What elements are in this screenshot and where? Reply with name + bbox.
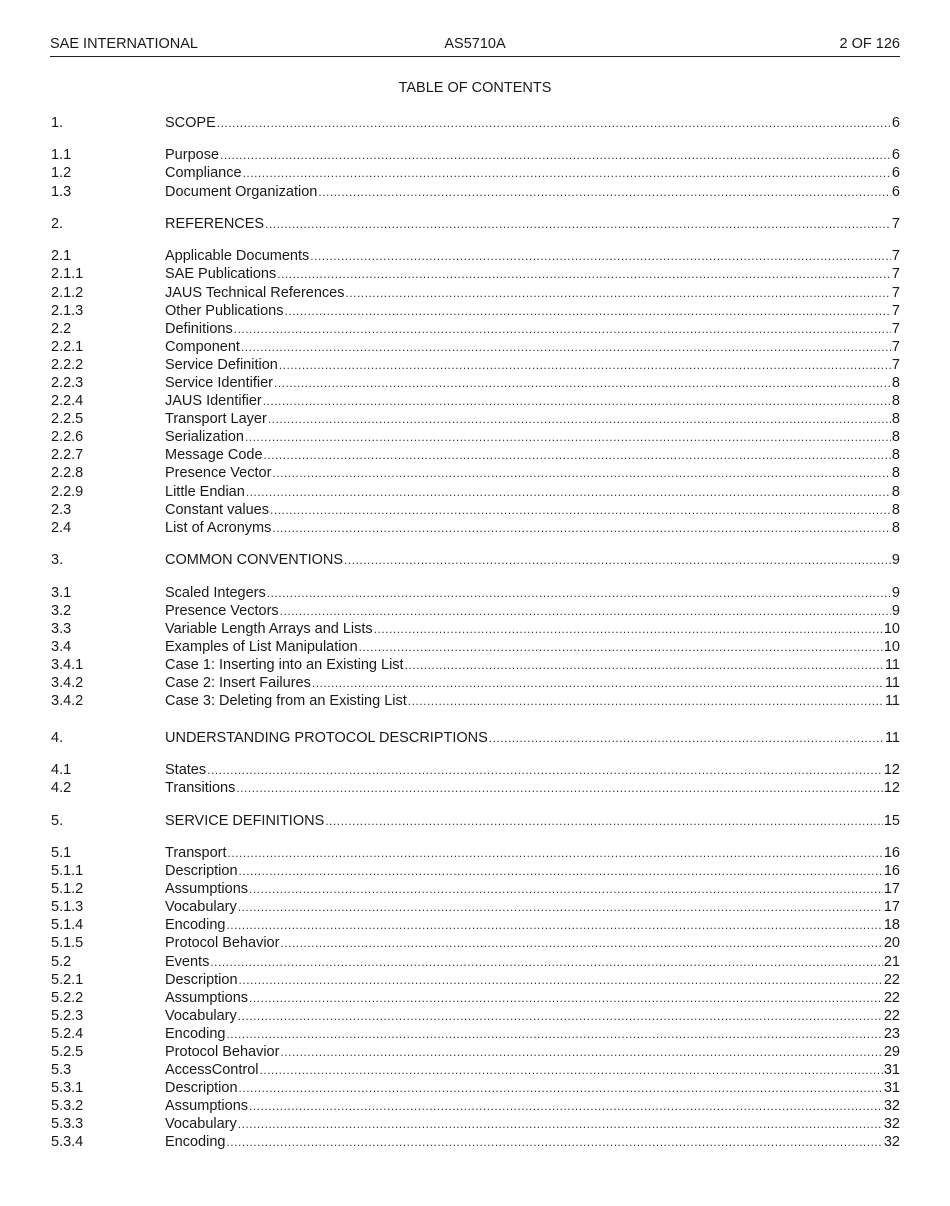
toc-entry[interactable]: [51, 898, 900, 916]
toc-entry-number: 4.2: [51, 780, 72, 797]
toc-dot-leader: [265, 215, 891, 233]
toc-dot-leader: [270, 501, 891, 519]
toc-entry[interactable]: [51, 638, 900, 656]
toc-entry-title[interactable]: Vocabulary: [165, 1116, 237, 1133]
toc-dot-leader: [239, 1079, 883, 1097]
toc-entry-page[interactable]: 10: [883, 638, 900, 655]
toc-entry-title[interactable]: Service Identifier: [165, 375, 273, 392]
toc-entry[interactable]: [51, 674, 900, 692]
toc-entry-number: 5.1: [51, 844, 72, 861]
toc-entry-title[interactable]: Assumptions: [165, 1098, 249, 1115]
toc-entry-title[interactable]: UNDERSTANDING PROTOCOL DESCRIPTIONS: [165, 729, 488, 746]
toc-entry-page[interactable]: 17: [883, 881, 900, 898]
toc-entry-number: 2.1.1: [51, 266, 84, 283]
toc-entry[interactable]: [51, 302, 900, 320]
toc-entry[interactable]: [51, 812, 900, 830]
toc-entry-page[interactable]: 16: [883, 844, 900, 861]
toc-entry[interactable]: [51, 953, 900, 971]
toc-entry-page[interactable]: 22: [883, 989, 900, 1006]
toc-dot-leader: [280, 934, 882, 952]
toc-dot-leader: [325, 812, 883, 830]
toc-dot-leader: [280, 602, 891, 620]
toc-dot-leader: [226, 1025, 882, 1043]
toc-entry-title[interactable]: JAUS Technical References: [165, 284, 345, 301]
toc-entry-title[interactable]: JAUS Identifier: [165, 393, 262, 410]
toc-entry-number: 2.1.3: [51, 302, 84, 319]
toc-entry-page[interactable]: 8: [891, 447, 900, 464]
toc-entry[interactable]: [51, 464, 900, 482]
toc-entry-title[interactable]: Presence Vector: [165, 465, 272, 482]
toc-entry-title[interactable]: Encoding: [165, 1025, 226, 1042]
toc-entry-number: 5.1.1: [51, 863, 84, 880]
toc-dot-leader: [249, 989, 883, 1007]
toc-entry-title[interactable]: COMMON CONVENTIONS: [165, 552, 344, 569]
toc-entry-page[interactable]: 7: [891, 284, 900, 301]
toc-entry-number: 1.2: [51, 165, 72, 182]
toc-entry-number: 4.: [51, 729, 64, 746]
toc-entry-page[interactable]: 18: [883, 917, 900, 934]
toc-entry[interactable]: [51, 1097, 900, 1115]
toc-entry[interactable]: [51, 356, 900, 374]
toc-entry-page[interactable]: 6: [891, 165, 900, 182]
toc-entry-title[interactable]: Serialization: [165, 429, 244, 446]
toc-entry-title[interactable]: Document Organization: [165, 183, 318, 200]
toc-entry-page[interactable]: 22: [883, 971, 900, 988]
toc-entry-number: 5.2.2: [51, 989, 84, 1006]
toc-entry-page[interactable]: 15: [883, 812, 900, 829]
toc-entry-number: 3.4: [51, 638, 72, 655]
toc-entry[interactable]: [51, 265, 900, 283]
toc-entry[interactable]: [51, 584, 900, 602]
toc-dot-leader: [238, 898, 883, 916]
toc-entry-title[interactable]: Events: [165, 953, 210, 970]
toc-entry-title[interactable]: Little Endian: [165, 483, 245, 500]
toc-entry-title[interactable]: Encoding: [165, 1134, 226, 1151]
toc-entry-page[interactable]: 8: [891, 465, 900, 482]
toc-dot-leader: [277, 265, 891, 283]
toc-entry[interactable]: [51, 428, 900, 446]
toc-entry-number: 1.3: [51, 183, 72, 200]
toc-entry[interactable]: [51, 880, 900, 898]
toc-entry[interactable]: [51, 1133, 900, 1151]
toc-dot-leader: [359, 638, 883, 656]
toc-entry[interactable]: [51, 410, 900, 428]
toc-entry-page[interactable]: 29: [883, 1044, 900, 1060]
toc-dot-leader: [241, 338, 891, 356]
toc-entry-page[interactable]: 17: [883, 899, 900, 916]
toc-entry[interactable]: [51, 338, 900, 356]
toc-entry-title[interactable]: Compliance: [165, 165, 242, 182]
toc-entry-page[interactable]: 11: [884, 675, 900, 692]
toc-entry-title[interactable]: Case 2: Insert Failures: [165, 675, 311, 692]
toc-entry-title[interactable]: Variable Length Arrays and Lists: [165, 620, 373, 637]
toc-dot-leader: [264, 446, 891, 464]
toc-entry-number: 3.4.2: [51, 693, 84, 710]
toc-entry-page[interactable]: 8: [891, 375, 900, 392]
toc-entry[interactable]: [51, 1079, 900, 1097]
toc-entry-number: 2.1.2: [51, 284, 84, 301]
toc-dot-leader: [263, 392, 891, 410]
toc-entry[interactable]: [51, 551, 900, 569]
toc-dot-leader: [220, 146, 891, 164]
toc-entry[interactable]: [51, 483, 900, 501]
toc-entry-page[interactable]: 12: [883, 780, 900, 797]
toc-entry[interactable]: [51, 779, 900, 797]
toc-dot-leader: [243, 164, 891, 182]
toc-entry-title[interactable]: Description: [165, 971, 238, 988]
toc-entry[interactable]: [51, 392, 900, 410]
toc-entry-title[interactable]: Vocabulary: [165, 1007, 237, 1024]
toc-dot-leader: [207, 761, 883, 779]
toc-dot-leader: [267, 584, 891, 602]
toc-entry[interactable]: [51, 284, 900, 302]
toc-entry-number: 5.3.1: [51, 1080, 84, 1097]
toc-entry-title[interactable]: Assumptions: [165, 989, 249, 1006]
toc-entry-number: 3.4.2: [51, 675, 84, 692]
toc-entry-page[interactable]: 8: [891, 411, 900, 428]
toc-entry-page[interactable]: 7: [891, 302, 900, 319]
toc-dot-leader: [405, 656, 884, 674]
toc-dot-leader: [239, 971, 883, 989]
toc-dot-leader: [210, 953, 883, 971]
toc-entry-number: 2.2.1: [51, 338, 84, 355]
toc-entry-page[interactable]: 8: [891, 393, 900, 410]
toc-entry[interactable]: [51, 729, 900, 747]
toc-entry[interactable]: [51, 1025, 900, 1043]
toc-dot-leader: [279, 356, 891, 374]
toc-entry-number: 2.2.3: [51, 375, 84, 392]
toc-entry-page[interactable]: 21: [883, 953, 900, 970]
toc-entry-page[interactable]: 6: [891, 183, 900, 200]
toc-entry-number: 5.3.2: [51, 1098, 84, 1115]
toc-entry-number: 2.2.2: [51, 356, 84, 373]
toc-dot-leader: [236, 779, 882, 797]
toc-entry-number: 5.1.2: [51, 881, 84, 898]
toc-entry-page[interactable]: 8: [891, 501, 900, 518]
toc-entry-title[interactable]: Examples of List Manipulation: [165, 638, 358, 655]
toc-dot-leader: [239, 862, 883, 880]
toc-entry-number: 5.2.5: [51, 1044, 84, 1060]
toc-entry[interactable]: [51, 519, 900, 537]
toc-entry-page[interactable]: 9: [891, 584, 900, 601]
toc-entry-number: 2.2.5: [51, 411, 84, 428]
toc-entry-title[interactable]: Description: [165, 863, 238, 880]
toc-entry-title[interactable]: Definitions: [165, 320, 233, 337]
toc-dot-leader: [238, 1115, 883, 1133]
toc-entry[interactable]: [51, 971, 900, 989]
toc-dot-leader: [259, 1061, 882, 1079]
toc-entry[interactable]: [51, 501, 900, 519]
toc-entry[interactable]: [51, 446, 900, 464]
toc-dot-leader: [489, 729, 884, 747]
toc-entry-page[interactable]: 12: [883, 762, 900, 779]
toc-entry[interactable]: [51, 146, 900, 164]
toc-entry[interactable]: [51, 1115, 900, 1133]
toc-entry-title[interactable]: Case 1: Inserting into an Existing List: [165, 656, 404, 673]
toc-dot-leader: [274, 374, 891, 392]
toc-entry-number: 2.4: [51, 519, 72, 536]
toc-entry[interactable]: [51, 844, 900, 862]
toc-entry-number: 5.2.4: [51, 1025, 84, 1042]
toc-entry[interactable]: [51, 620, 900, 638]
toc-entry[interactable]: [51, 692, 900, 710]
toc-entry-number: 2.2.6: [51, 429, 84, 446]
toc-entry[interactable]: [51, 1007, 900, 1025]
toc-entry-page[interactable]: 22: [883, 1007, 900, 1024]
toc-entry[interactable]: [51, 247, 900, 265]
toc-entry-page[interactable]: 6: [891, 115, 900, 131]
toc-entry-page[interactable]: 8: [891, 429, 900, 446]
toc-list: [51, 114, 900, 1152]
toc-entry-page[interactable]: 23: [883, 1025, 900, 1042]
toc-entry-number: 2.2.8: [51, 465, 84, 482]
toc-entry-title[interactable]: Protocol Behavior: [165, 1044, 280, 1060]
toc-dot-leader: [318, 183, 891, 201]
toc-entry-number: 5.2.1: [51, 971, 84, 988]
toc-entry-page[interactable]: 6: [891, 147, 900, 164]
page-header: [50, 36, 900, 57]
toc-dot-leader: [238, 1007, 883, 1025]
toc-entry[interactable]: [51, 761, 900, 779]
toc-dot-leader: [312, 674, 884, 692]
toc-entry[interactable]: [51, 1043, 900, 1061]
toc-entry-page[interactable]: 10: [883, 620, 900, 637]
toc-entry-number: 5.2.3: [51, 1007, 84, 1024]
toc-entry[interactable]: [51, 164, 900, 182]
toc-entry-title[interactable]: Message Code: [165, 447, 263, 464]
toc-entry-title[interactable]: Vocabulary: [165, 899, 237, 916]
toc-entry-title[interactable]: REFERENCES: [165, 215, 265, 232]
toc-entry[interactable]: [51, 1061, 900, 1079]
toc-dot-leader: [217, 114, 891, 132]
toc-entry-page[interactable]: 32: [883, 1116, 900, 1133]
toc-entry-title[interactable]: Service Definition: [165, 356, 278, 373]
toc-entry-number: 3.3: [51, 620, 72, 637]
toc-entry-title[interactable]: SERVICE DEFINITIONS: [165, 812, 325, 829]
toc-entry-page[interactable]: 11: [884, 656, 900, 673]
toc-entry-title[interactable]: States: [165, 762, 207, 779]
toc-entry-page[interactable]: 7: [891, 248, 900, 265]
toc-entry-number: 3.4.1: [51, 656, 84, 673]
toc-entry-title[interactable]: Constant values: [165, 501, 269, 518]
toc-entry[interactable]: [51, 862, 900, 880]
toc-entry-title[interactable]: Encoding: [165, 917, 226, 934]
toc-entry[interactable]: [51, 320, 900, 338]
toc-dot-leader: [226, 916, 882, 934]
toc-entry-page[interactable]: 11: [884, 729, 900, 746]
toc-entry-page[interactable]: 16: [883, 863, 900, 880]
toc-entry-number: 2.: [51, 215, 64, 232]
toc-dot-leader: [272, 464, 891, 482]
toc-entry-number: 1.: [51, 115, 64, 131]
toc-entry-title[interactable]: Case 3: Deleting from an Existing List: [165, 693, 407, 710]
toc-dot-leader: [374, 620, 883, 638]
toc-entry[interactable]: [51, 183, 900, 201]
toc-entry-number: 1.1: [51, 147, 72, 164]
toc-dot-leader: [226, 1133, 882, 1151]
toc-entry[interactable]: [51, 916, 900, 934]
toc-entry-number: 5.3.3: [51, 1116, 84, 1133]
toc-dot-leader: [268, 410, 891, 428]
toc-entry-title[interactable]: Other Publications: [165, 302, 284, 319]
toc-entry-page[interactable]: 31: [883, 1080, 900, 1097]
toc-entry-title[interactable]: AccessControl: [165, 1062, 259, 1079]
toc-entry-number: 5.1.4: [51, 917, 84, 934]
toc-dot-leader: [245, 428, 891, 446]
toc-entry-page[interactable]: 7: [891, 215, 900, 232]
toc-dot-leader: [280, 1043, 882, 1061]
toc-entry-page[interactable]: 9: [891, 552, 900, 569]
toc-entry-title[interactable]: Component: [165, 338, 240, 355]
toc-entry-title[interactable]: Transport: [165, 844, 227, 861]
toc-entry-page[interactable]: 20: [883, 935, 900, 952]
toc-entry[interactable]: [51, 656, 900, 674]
toc-entry-page[interactable]: 32: [883, 1134, 900, 1151]
toc-entry[interactable]: [51, 989, 900, 1007]
toc-entry-number: 5.3: [51, 1062, 72, 1079]
toc-dot-leader: [249, 880, 883, 898]
header-org: SAE INTERNATIONAL: [50, 36, 198, 52]
toc-dot-leader: [345, 284, 890, 302]
toc-dot-leader: [272, 519, 891, 537]
toc-entry-title[interactable]: Presence Vectors: [165, 602, 279, 619]
toc-entry-title[interactable]: List of Acronyms: [165, 519, 272, 536]
toc-entry-number: 3.: [51, 552, 64, 569]
toc-entry-title[interactable]: SAE Publications: [165, 266, 277, 283]
toc-entry-title[interactable]: Transitions: [165, 780, 236, 797]
toc-entry[interactable]: [51, 602, 900, 620]
header-doc-id: AS5710A: [444, 36, 506, 52]
toc-entry-page[interactable]: 7: [891, 320, 900, 337]
toc-entry[interactable]: [51, 934, 900, 952]
toc-entry-title[interactable]: Purpose: [165, 147, 220, 164]
toc-entry-title[interactable]: Scaled Integers: [165, 584, 266, 601]
toc-entry-number: 5.2: [51, 953, 72, 970]
toc-entry-page[interactable]: 7: [891, 356, 900, 373]
toc-entry-page[interactable]: 32: [883, 1098, 900, 1115]
toc-dot-leader: [234, 320, 891, 338]
toc-dot-leader: [249, 1097, 883, 1115]
toc-entry-number: 2.2.7: [51, 447, 84, 464]
toc-entry-number: 2.3: [51, 501, 72, 518]
toc-entry-page[interactable]: 8: [891, 483, 900, 500]
toc-entry-title[interactable]: Assumptions: [165, 881, 249, 898]
toc-entry[interactable]: [51, 374, 900, 392]
toc-dot-leader: [408, 692, 884, 710]
toc-entry-title[interactable]: Transport Layer: [165, 411, 267, 428]
toc-entry-number: 5.1.3: [51, 899, 84, 916]
toc-entry-number: 4.1: [51, 762, 72, 779]
toc-entry-title[interactable]: Applicable Documents: [165, 248, 310, 265]
toc-entry-page[interactable]: 7: [891, 266, 900, 283]
toc-dot-leader: [228, 844, 883, 862]
toc-entry-title[interactable]: Protocol Behavior: [165, 935, 280, 952]
toc-entry-number: 2.2: [51, 320, 72, 337]
toc-entry-title[interactable]: SCOPE: [165, 115, 216, 131]
toc-entry[interactable]: [51, 114, 900, 132]
toc-entry-number: 3.2: [51, 602, 72, 619]
toc-entry-page[interactable]: 11: [884, 693, 900, 710]
toc-entry-title[interactable]: Description: [165, 1080, 238, 1097]
toc-dot-leader: [344, 551, 891, 569]
toc-entry-page[interactable]: 9: [891, 602, 900, 619]
toc-entry-number: 5.3.4: [51, 1134, 84, 1151]
toc-entry-number: 2.2.4: [51, 393, 84, 410]
toc-entry-page[interactable]: 8: [891, 519, 900, 536]
toc-entry-number: 2.1: [51, 248, 72, 265]
toc-entry-number: 3.1: [51, 584, 72, 601]
toc-entry-number: 5.1.5: [51, 935, 84, 952]
toc-entry[interactable]: [51, 215, 900, 233]
toc-dot-leader: [246, 483, 891, 501]
toc-title: TABLE OF CONTENTS: [398, 80, 552, 96]
toc-entry-page[interactable]: 31: [883, 1062, 900, 1079]
toc-entry-number: 5.: [51, 812, 64, 829]
toc-entry-page[interactable]: 7: [891, 338, 900, 355]
toc-dot-leader: [310, 247, 891, 265]
toc-dot-leader: [284, 302, 890, 320]
header-page-number: 2 OF 126: [839, 36, 900, 52]
toc-entry-number: 2.2.9: [51, 483, 84, 500]
